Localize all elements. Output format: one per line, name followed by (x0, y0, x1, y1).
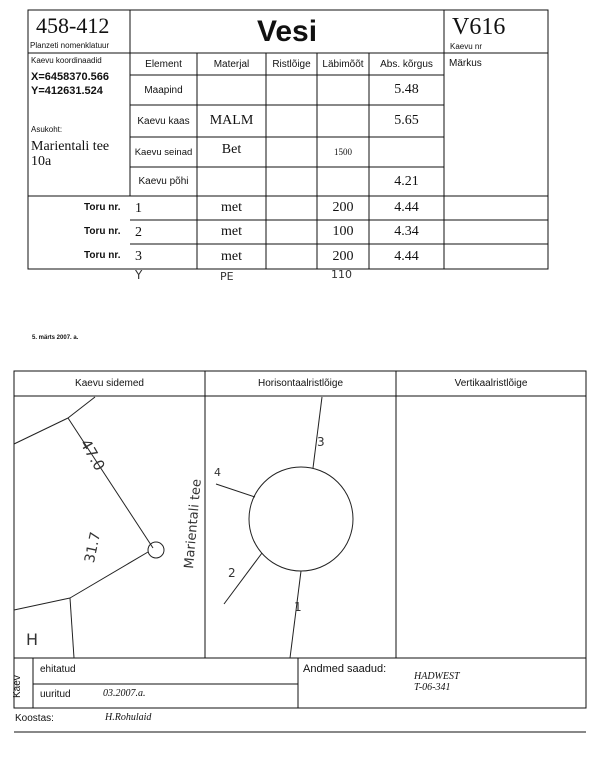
pipe-number: 1 (135, 201, 142, 216)
surveyed-label: uuritud (40, 689, 71, 700)
pipe-number-sketch: 2 (228, 566, 236, 580)
row-material: Bet (221, 142, 242, 157)
map-sheet-label: Planzeti nomenklatuur (30, 41, 110, 50)
handwritten-note: Y (135, 268, 143, 282)
pipe-diameter: 200 (332, 248, 354, 264)
pipe-number: 2 (135, 225, 142, 240)
page-title: Vesi (256, 14, 318, 48)
author-label: Koostas: (15, 713, 54, 724)
hydrant-label: H (26, 630, 39, 649)
horizontal-section-sketch (216, 397, 353, 658)
row-height: 5.65 (394, 113, 419, 128)
section-horizontal: Horisontaalristlõige (257, 378, 344, 389)
row-element: Kaevu kaas (137, 115, 190, 127)
pipe-number-sketch: 4 (214, 466, 221, 479)
row-element: Kaevu põhi (138, 176, 189, 187)
row-height: 4.21 (394, 173, 419, 189)
header-material: Materjal (213, 58, 250, 70)
pipe-diameter: 100 (332, 224, 354, 239)
pipe-material: met (221, 224, 242, 239)
address-label: Asukoht: (31, 125, 63, 134)
author-name: H.Rohulaid (105, 712, 152, 723)
row-height (369, 137, 444, 167)
row-diameter (317, 167, 369, 196)
pipe-height: 4.34 (394, 224, 419, 239)
surveyed-date: 03.2007.a. (103, 688, 146, 699)
pipe-height: 4.44 (394, 200, 419, 215)
handwritten-note: 110 (331, 268, 352, 281)
header-element: Element (145, 58, 182, 70)
data-from-source: HADWEST (414, 671, 460, 682)
pipe-material: met (221, 200, 242, 215)
row-material: MALM (209, 113, 254, 128)
map-sheet-number: 458-412 (36, 13, 110, 38)
pipe-label: Toru nr. (84, 226, 121, 237)
built-label: ehitatud (40, 664, 76, 675)
pipe-number: 3 (135, 249, 142, 264)
pipe-diameter: 200 (332, 200, 354, 215)
header-abs-height: Abs. kõrgus (380, 58, 433, 70)
row-element: Maapind (144, 84, 183, 96)
document-date: 5. märts 2007. a. (32, 335, 79, 341)
pipe-label: Toru nr. (84, 250, 121, 261)
coordinate-y: Y=412631.524 (31, 85, 103, 97)
section-vertical: Vertikaalristlõige (454, 378, 528, 389)
section-links: Kaevu sidemed (75, 378, 144, 389)
distance-label: 31.7 (82, 530, 105, 565)
coordinate-x: X=6458370.566 (31, 71, 109, 83)
header-diameter: Läbimõõt (322, 58, 364, 70)
row-diameter (317, 75, 369, 105)
links-sketch (14, 397, 164, 658)
well-number: V616 (452, 14, 506, 40)
header-cross-section: Ristlõige (272, 58, 311, 70)
pipe-label: Toru nr. (84, 202, 121, 213)
row-height: 5.48 (394, 82, 419, 97)
remarks-label: Märkus (449, 58, 482, 69)
row-element: Kaevu seinad (134, 146, 193, 158)
pipe-material: met (221, 248, 242, 264)
coordinates-label: Kaevu koordinaadid (31, 56, 102, 65)
pipe-height: 4.44 (394, 248, 419, 264)
data-from-code: T-06-341 (414, 682, 451, 693)
pipe-number-sketch: 1 (294, 600, 302, 614)
address-line-1: Marientali tee (31, 139, 110, 154)
row-material (197, 75, 266, 105)
footer-side-label: Kaev (12, 675, 23, 698)
well-number-label: Kaevu nr (450, 42, 483, 51)
row-diameter (317, 105, 369, 137)
row-diameter: 1500 (334, 147, 352, 157)
data-from-label: Andmed saadud: (303, 663, 387, 675)
street-label: Marientali tee (182, 478, 205, 570)
pipe-number-sketch: 3 (317, 435, 325, 449)
handwritten-note: PE (220, 270, 234, 283)
row-material (197, 167, 266, 196)
address-line-2: 10a (31, 154, 52, 169)
distance-label: 47.0 (76, 436, 109, 474)
